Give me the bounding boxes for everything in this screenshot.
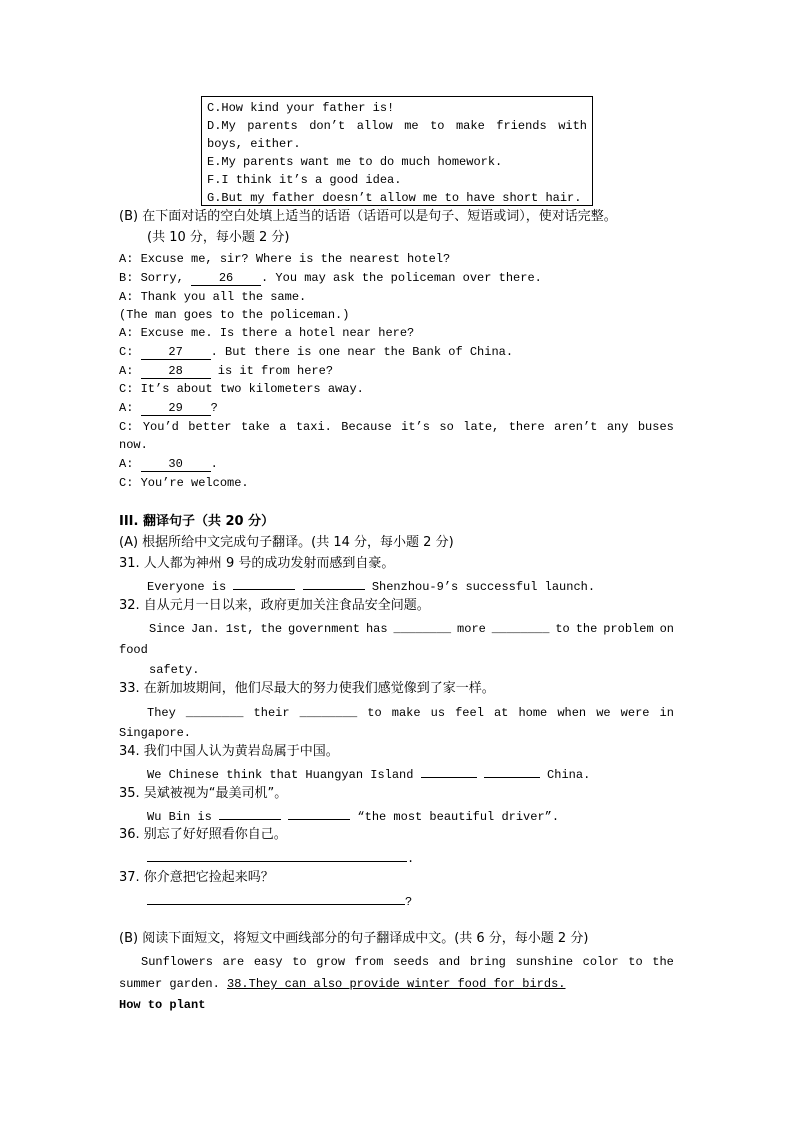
- word: their: [253, 706, 290, 720]
- answer-32: [149, 620, 674, 638]
- word: to: [628, 955, 643, 969]
- blank-27: 27: [141, 345, 211, 360]
- word: ________: [299, 706, 358, 720]
- option-e: E.My parents want me to do much homework.: [207, 155, 503, 169]
- dialog-line: A: 30 .: [119, 457, 218, 471]
- answer-31: Everyone is Shenzhou-9’s successful launch.: [147, 580, 596, 594]
- option-f: F.I think it’s a good idea.: [207, 173, 402, 187]
- word: Since: [149, 622, 186, 636]
- word: aren’t: [554, 420, 598, 434]
- word: when: [557, 706, 587, 720]
- question-36: 36. 别忘了好好照看你自己。: [119, 827, 287, 842]
- word: D.My: [207, 119, 236, 133]
- dialog-line: A: Excuse me. Is there a hotel near here?: [119, 326, 415, 340]
- word: home: [518, 706, 548, 720]
- answer-37: ?: [147, 893, 412, 911]
- blank-29: 29: [141, 401, 211, 416]
- answer-32-cont2: safety.: [149, 663, 200, 677]
- options-box: [201, 96, 593, 206]
- passage-subheading: How to plant: [119, 998, 206, 1012]
- word: allow: [356, 119, 393, 133]
- option-g: G.But my father doesn’t allow me to have short hair.: [207, 191, 582, 205]
- word: has: [365, 622, 388, 636]
- section-a-heading: (A) 根据所给中文完成句子翻译。(共 14 分，每小题 2 分): [119, 535, 454, 550]
- word: so: [439, 420, 454, 434]
- dialog-line: C: It’s about two kilometers away.: [119, 382, 364, 396]
- word: ________: [491, 622, 550, 636]
- answer-34: We Chinese think that Huangyan Island China.: [147, 768, 591, 782]
- word: easy: [253, 955, 283, 969]
- word: grow: [316, 955, 346, 969]
- word: at: [493, 706, 509, 720]
- question-31: 31. 人人都为神州 9 号的成功发射而感到自豪。: [119, 556, 395, 571]
- word: Sunflowers: [141, 955, 214, 969]
- word: the: [575, 622, 598, 636]
- word: us: [430, 706, 446, 720]
- word: to: [292, 955, 307, 969]
- word: sunshine: [515, 955, 574, 969]
- word: make: [455, 119, 485, 133]
- word: taxi.: [295, 420, 332, 434]
- word: problem: [603, 622, 654, 636]
- dialog-line: A: Excuse me, sir? Where is the nearest hotel?: [119, 252, 451, 266]
- partb-heading-score: (共 10 分，每小题 2 分): [147, 230, 290, 245]
- word: it’s: [401, 420, 430, 434]
- blank-30: 30: [141, 457, 211, 472]
- dialog-line: B: Sorry, 26 . You may ask the policeman over there.: [119, 271, 542, 285]
- option-c: C.How kind your father is!: [207, 101, 395, 115]
- word: me: [404, 119, 419, 133]
- word: 1st,: [225, 622, 255, 636]
- word: don’t: [309, 119, 346, 133]
- word: feel: [455, 706, 484, 720]
- word: the: [652, 955, 674, 969]
- dialog-line: now.: [119, 438, 148, 452]
- dialog-line: A: Thank you all the same.: [119, 290, 307, 304]
- word: ________: [393, 622, 452, 636]
- question-35: 35. 吴斌被视为“最美司机”。: [119, 786, 288, 801]
- blank-26: 26: [191, 271, 261, 286]
- passage-line: [141, 953, 674, 971]
- dialog-line: A: 29 ?: [119, 401, 218, 415]
- word: on: [659, 622, 674, 636]
- word: were: [620, 706, 650, 720]
- section-b-heading: (B) 阅读下面短文，将短文中画线部分的句子翻译成中文。(共 6 分，每小题 2 分): [119, 931, 589, 946]
- answer-32-cont: food: [119, 643, 148, 657]
- word: Jan.: [190, 622, 220, 636]
- answer-33-cont: Singapore.: [119, 726, 192, 740]
- section-title: III. 翻译句子（共 20 分）: [119, 514, 275, 529]
- word: make: [391, 706, 421, 720]
- word: You’d: [142, 420, 179, 434]
- word: we: [596, 706, 611, 720]
- question-37: 37. 你介意把它捡起来吗？: [119, 870, 274, 885]
- word: and: [438, 955, 461, 969]
- dialog-line: C: 27 . But there is one near the Bank of China.: [119, 345, 514, 359]
- word: any: [606, 420, 629, 434]
- word: to: [430, 119, 445, 133]
- option-d: [207, 118, 587, 135]
- answer-35: Wu Bin is “the most beautiful driver”.: [147, 810, 560, 824]
- dialog-line: C: You’re welcome.: [119, 476, 249, 490]
- word: to: [555, 622, 570, 636]
- word: parents: [247, 119, 298, 133]
- dialog-line: [119, 418, 674, 436]
- answer-33: [147, 704, 674, 722]
- word: late,: [463, 420, 500, 434]
- word: ________: [185, 706, 244, 720]
- word: are: [222, 955, 245, 969]
- word: in: [659, 706, 674, 720]
- dialog-line: A: 28 is it from here?: [119, 364, 334, 378]
- answer-36: .: [147, 850, 414, 868]
- word: the: [260, 622, 283, 636]
- word: They: [147, 706, 176, 720]
- question-32: 32. 自从元月一日以来，政府更加关注食品安全问题。: [119, 598, 430, 613]
- word: friends: [496, 119, 547, 133]
- dialog-line: (The man goes to the policeman.): [119, 308, 350, 322]
- word: with: [558, 119, 587, 133]
- blank-28: 28: [141, 364, 211, 379]
- word: better: [188, 420, 232, 434]
- word: a: [279, 420, 287, 434]
- word: there: [508, 420, 545, 434]
- word: seeds: [393, 955, 430, 969]
- word: more: [457, 622, 486, 636]
- option-d-cont: boys, either.: [207, 137, 301, 151]
- word: government: [288, 622, 361, 636]
- word: take: [240, 420, 270, 434]
- passage-line: summer garden. 38.They can also provide winter food for birds.: [119, 977, 566, 991]
- word: buses: [637, 420, 674, 434]
- word: bring: [469, 955, 506, 969]
- question-34: 34. 我们中国人认为黄岩岛属于中国。: [119, 744, 339, 759]
- word: C:: [119, 420, 134, 434]
- word: from: [354, 955, 384, 969]
- word: color: [582, 955, 619, 969]
- underlined-sentence-38: 38.They can also provide winter food for birds.: [227, 977, 566, 991]
- word: Because: [341, 420, 392, 434]
- word: to: [367, 706, 382, 720]
- question-33: 33. 在新加坡期间，他们尽最大的努力使我们感觉像到了家一样。: [119, 681, 495, 696]
- partb-heading: (B) 在下面对话的空白处填上适当的话语（话语可以是句子、短语或词），使对话完整。: [119, 209, 617, 224]
